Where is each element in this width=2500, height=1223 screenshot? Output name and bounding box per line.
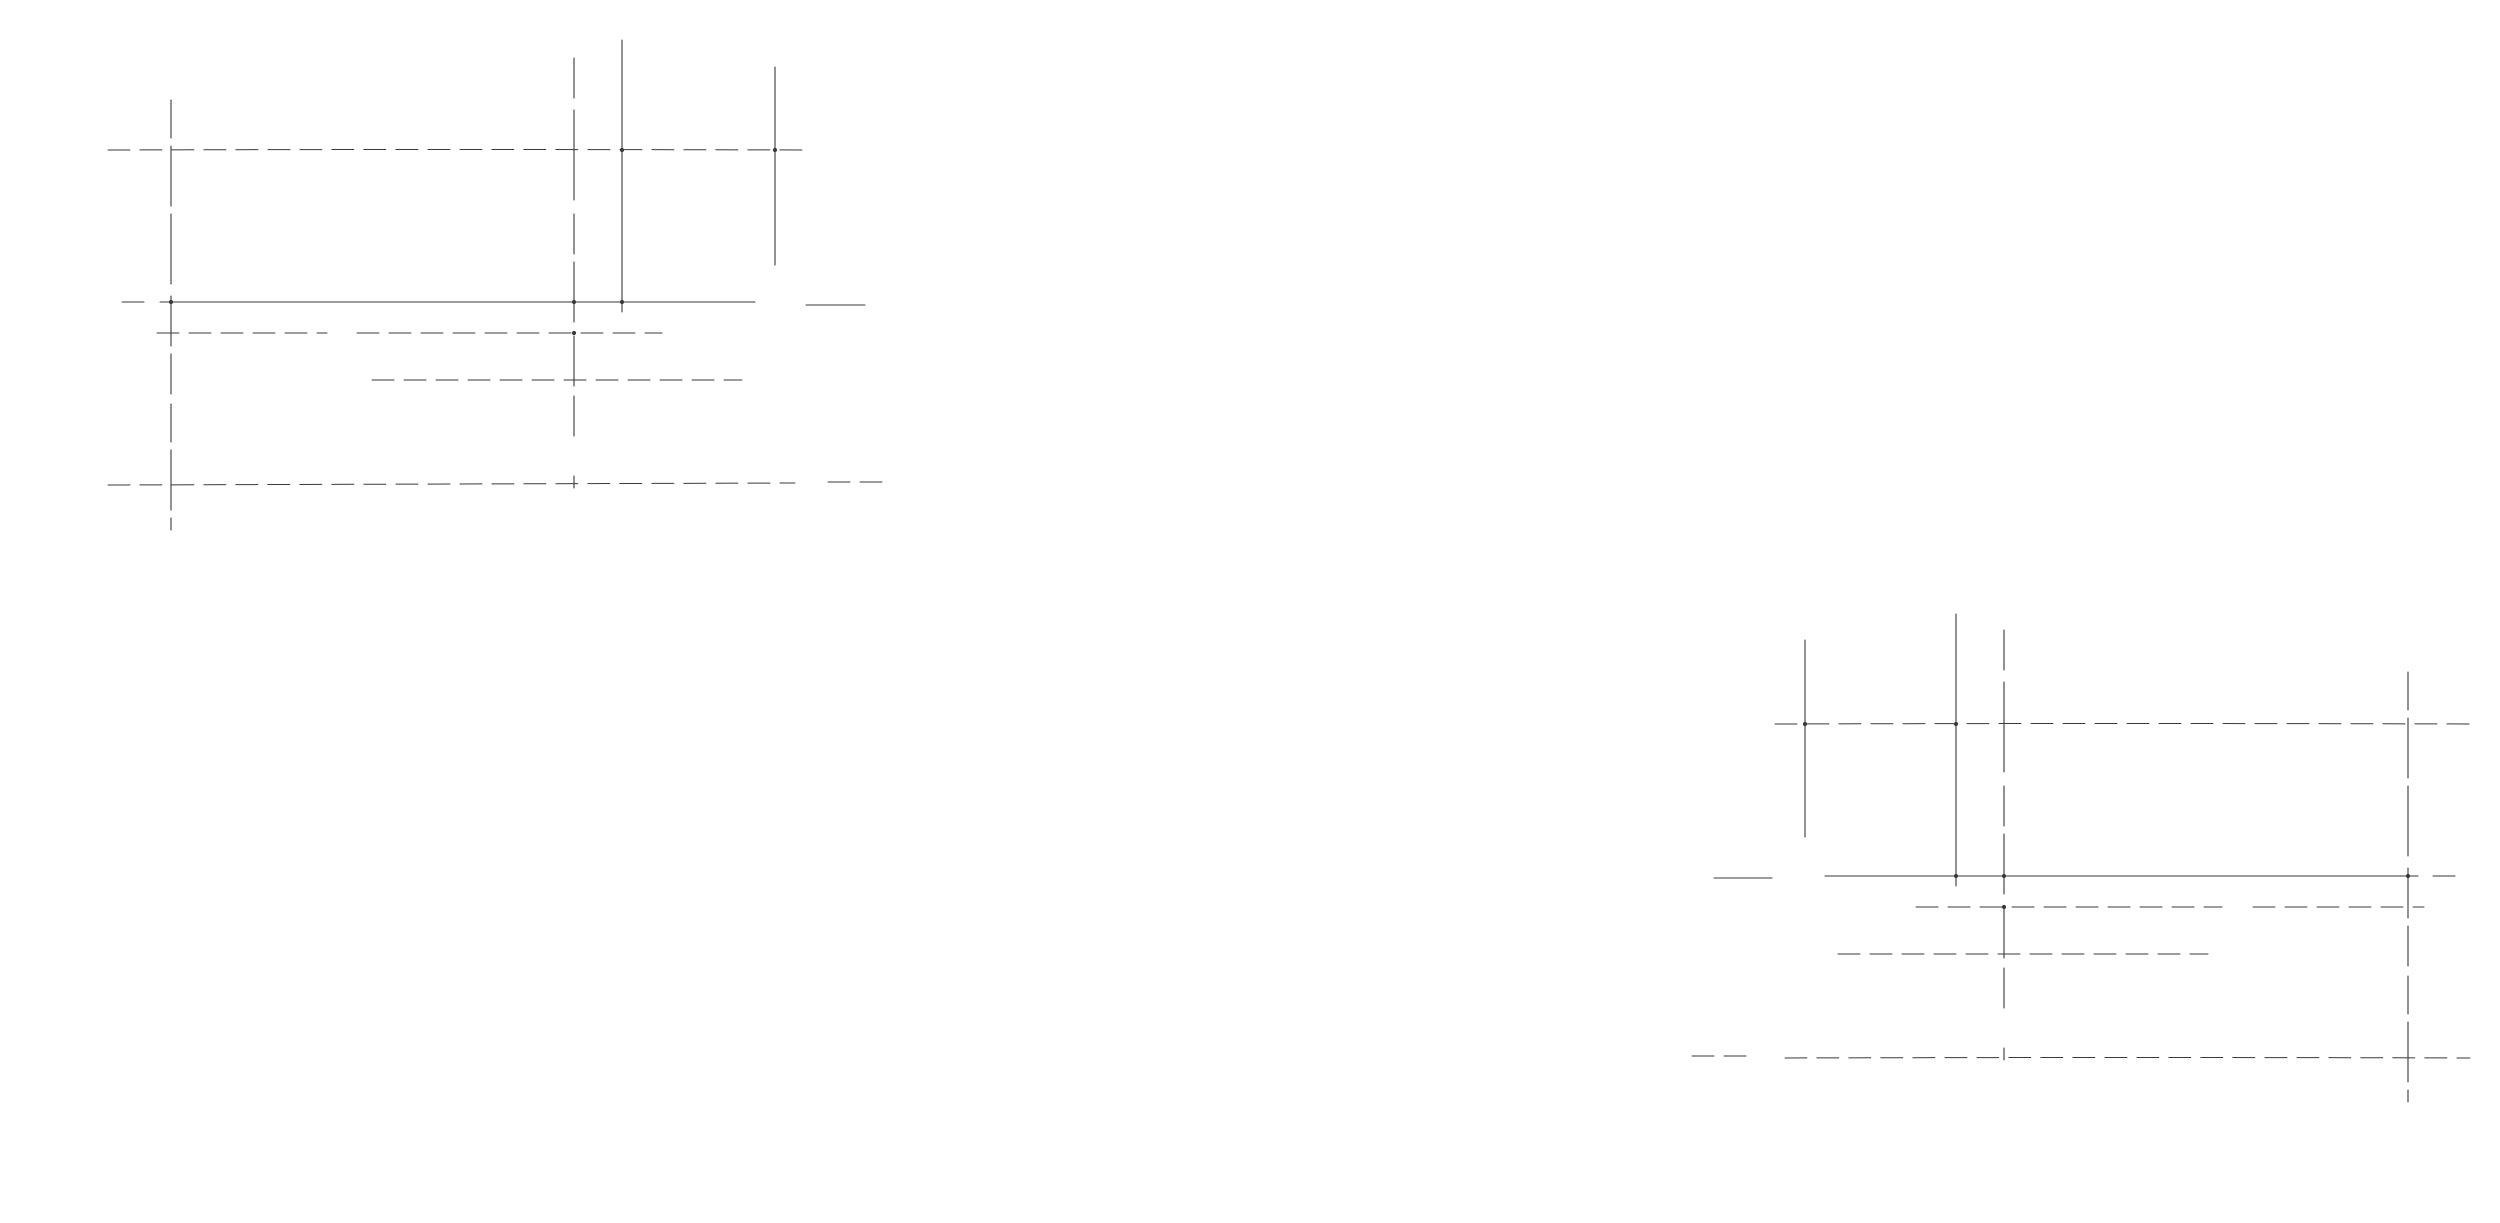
solid-line (1825, 876, 2418, 877)
intersection-mark (1954, 874, 1957, 877)
intersection-mark (572, 300, 575, 303)
dashed-line (108, 483, 795, 485)
dashed-line (1785, 1058, 2470, 1059)
intersection-mark (572, 331, 575, 334)
intersection-mark (620, 148, 623, 151)
intersection-mark (1954, 722, 1957, 725)
intersection-mark (773, 148, 776, 151)
intersection-mark (1803, 722, 1806, 725)
intersection-mark (620, 300, 623, 303)
intersection-mark (2002, 874, 2005, 877)
dashed-line (1775, 724, 2470, 725)
sketch-right (1692, 614, 2470, 1102)
intersection-mark (2002, 905, 2005, 908)
intersection-mark (169, 300, 172, 303)
sketch-left (108, 40, 890, 530)
solid-line (160, 302, 755, 303)
intersection-mark (2406, 874, 2409, 877)
dashed-line (108, 150, 803, 151)
